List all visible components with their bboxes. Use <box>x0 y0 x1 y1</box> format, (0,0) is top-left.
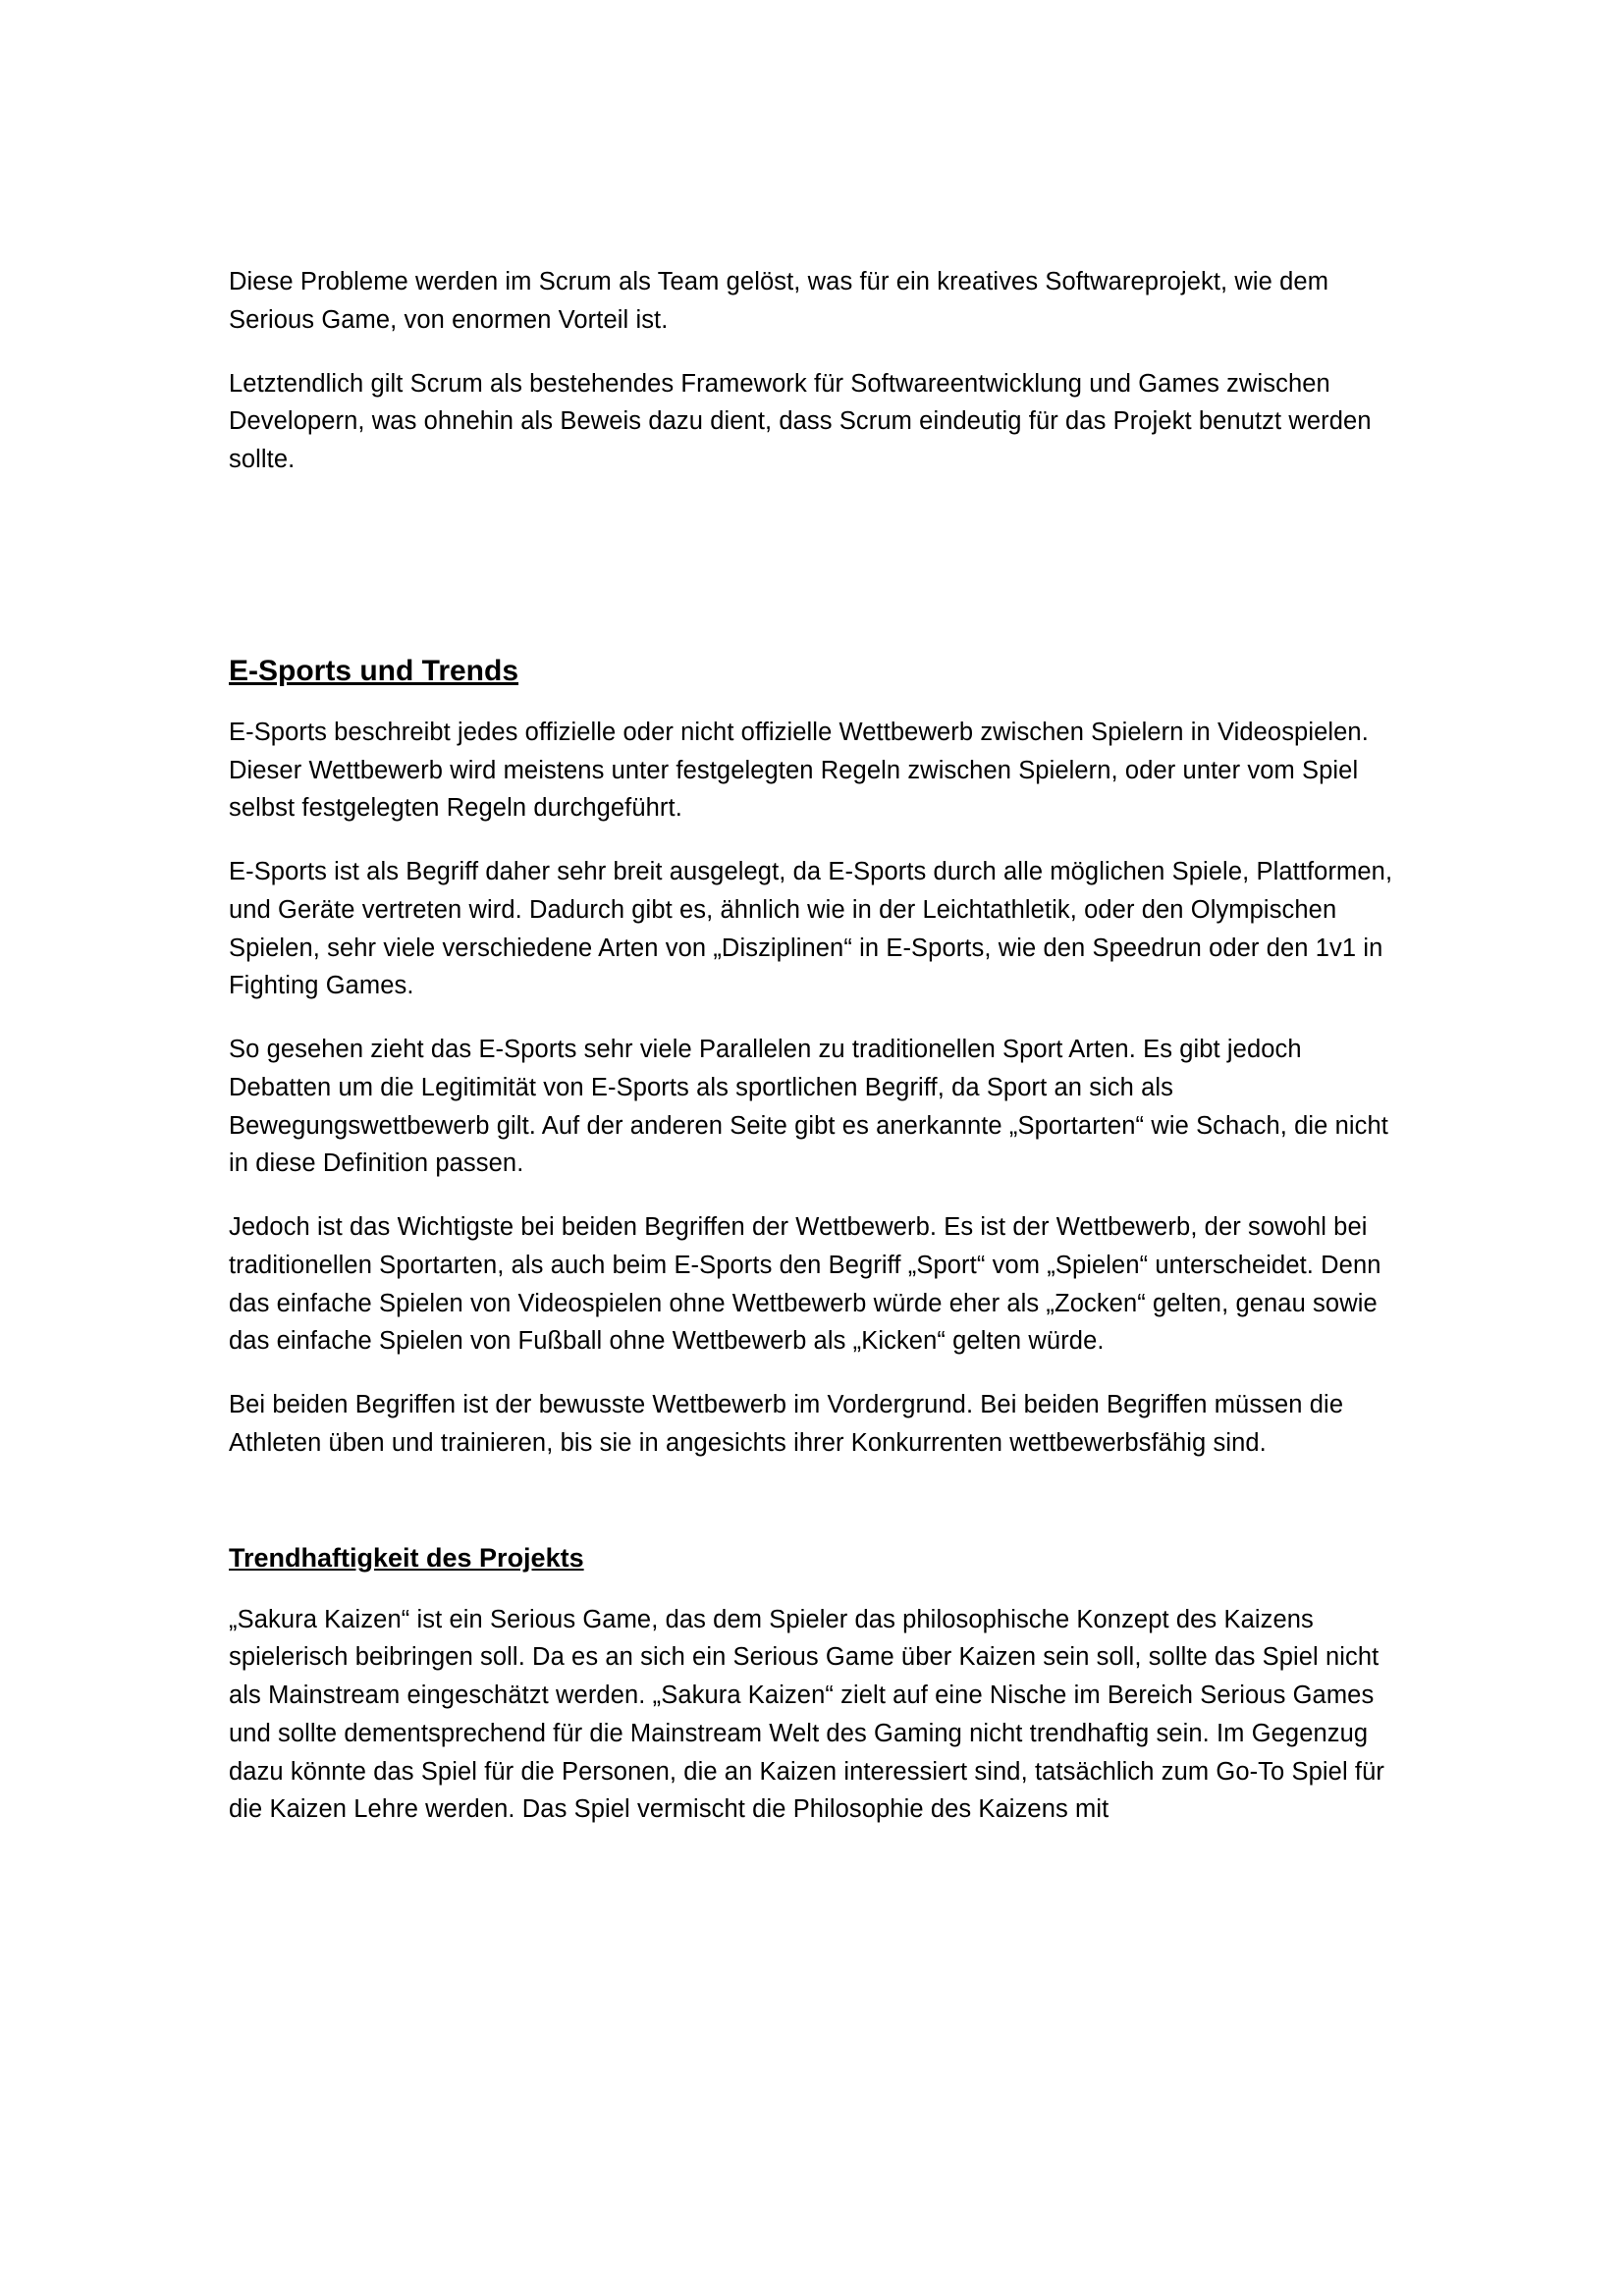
paragraph-esports-begriff: E-Sports ist als Begriff daher sehr breit ausgelegt, da E-Sports durch alle möglichen Spiele, Plattformen, und Geräte vertreten wird. Dadurch gibt es, ähnlich wie in der Leichtathletik, oder den Olympischen Spielen, sehr viele verschiedene Arten von „Disziplinen“ in E-Sports, wie den Speedrun oder den 1v1 in Fighting Games. <box>229 858 1393 1000</box>
document-body <box>229 263 1397 1854</box>
heading-esports-und-trends: E-Sports und Trends <box>229 654 519 687</box>
paragraph-esports-definition: E-Sports beschreibt jedes offizielle oder nicht offizielle Wettbewerb zwischen Spielern in Videospielen. Dieser Wettbewerb wird meistens unter festgelegten Regeln zwischen Spielern, oder unter vom Spiel selbst festgelegten Regeln durchgeführt. <box>229 718 1369 823</box>
paragraph-sakura-kaizen: „Sakura Kaizen“ ist ein Serious Game, das dem Spieler das philosophische Konzept des Kaizens spielerisch beibringen soll. Da es an sich ein Serious Game über Kaizen sein soll, sollte das Spiel nicht als Mainstream eingeschätzt werden. „Sakura Kaizen“ zielt auf eine Nische im Bereich Serious Games und sollte dementsprechend für die Mainstream Welt des Gaming nicht trendhaftig sein. Im Gegenzug dazu könnte das Spiel für die Personen, die an Kaizen interessiert sind, tatsächlich zum Go-To Spiel für die Kaizen Lehre werden. Das Spiel vermischt die Philosophie des Kaizens mit <box>229 1605 1384 1824</box>
paragraph-bewusster-wettbewerb: Bei beiden Begriffen ist der bewusste Wettbewerb im Vordergrund. Bei beiden Begriffen müssen die Athleten üben und trainieren, bis sie in angesichts ihrer Konkurrenten wettbewerbsfähig sind. <box>229 1391 1344 1457</box>
subsection-spacer <box>229 1486 1397 1541</box>
paragraph-scrum-framework: Letztendlich gilt Scrum als bestehendes Framework für Softwareentwicklung und Games zwischen Developern, was ohnehin als Beweis dazu dient, dass Scrum eindeutig für das Projekt benutzt werden sollte. <box>229 369 1372 473</box>
section-spacer <box>229 505 1397 652</box>
paragraph-esports-parallelen: So gesehen zieht das E-Sports sehr viele Parallelen zu traditionellen Sport Arten. Es gibt jedoch Debatten um die Legitimität von E-Sports als sportlichen Begriff, da Sport an sich als Bewegungswettbewerb gilt. Auf der anderen Seite gibt es anerkannte „Sportarten“ wie Schach, die nicht in diese Definition passen. <box>229 1036 1388 1178</box>
paragraph-wettbewerb-wichtig: Jedoch ist das Wichtigste bei beiden Begriffen der Wettbewerb. Es ist der Wettbewerb, der sowohl bei traditionellen Sportarten, als auch beim E-Sports den Begriff „Sport“ vom „Spielen“ unterscheidet. Denn das einfache Spielen von Videospielen ohne Wettbewerb würde eher als „Zocken“ gelten, genau sowie das einfache Spielen von Fußball ohne Wettbewerb als „Kicken“ gelten würde. <box>229 1213 1381 1356</box>
heading-trendhaftigkeit-des-projekts: Trendhaftigkeit des Projekts <box>229 1542 584 1573</box>
subheading-spacer <box>229 1575 1397 1601</box>
paragraph-scrum-team: Diese Probleme werden im Scrum als Team gelöst, was für ein kreatives Softwareprojekt, wie dem Serious Game, von enormen Vorteil ist. <box>229 268 1329 334</box>
heading-spacer <box>229 690 1397 714</box>
